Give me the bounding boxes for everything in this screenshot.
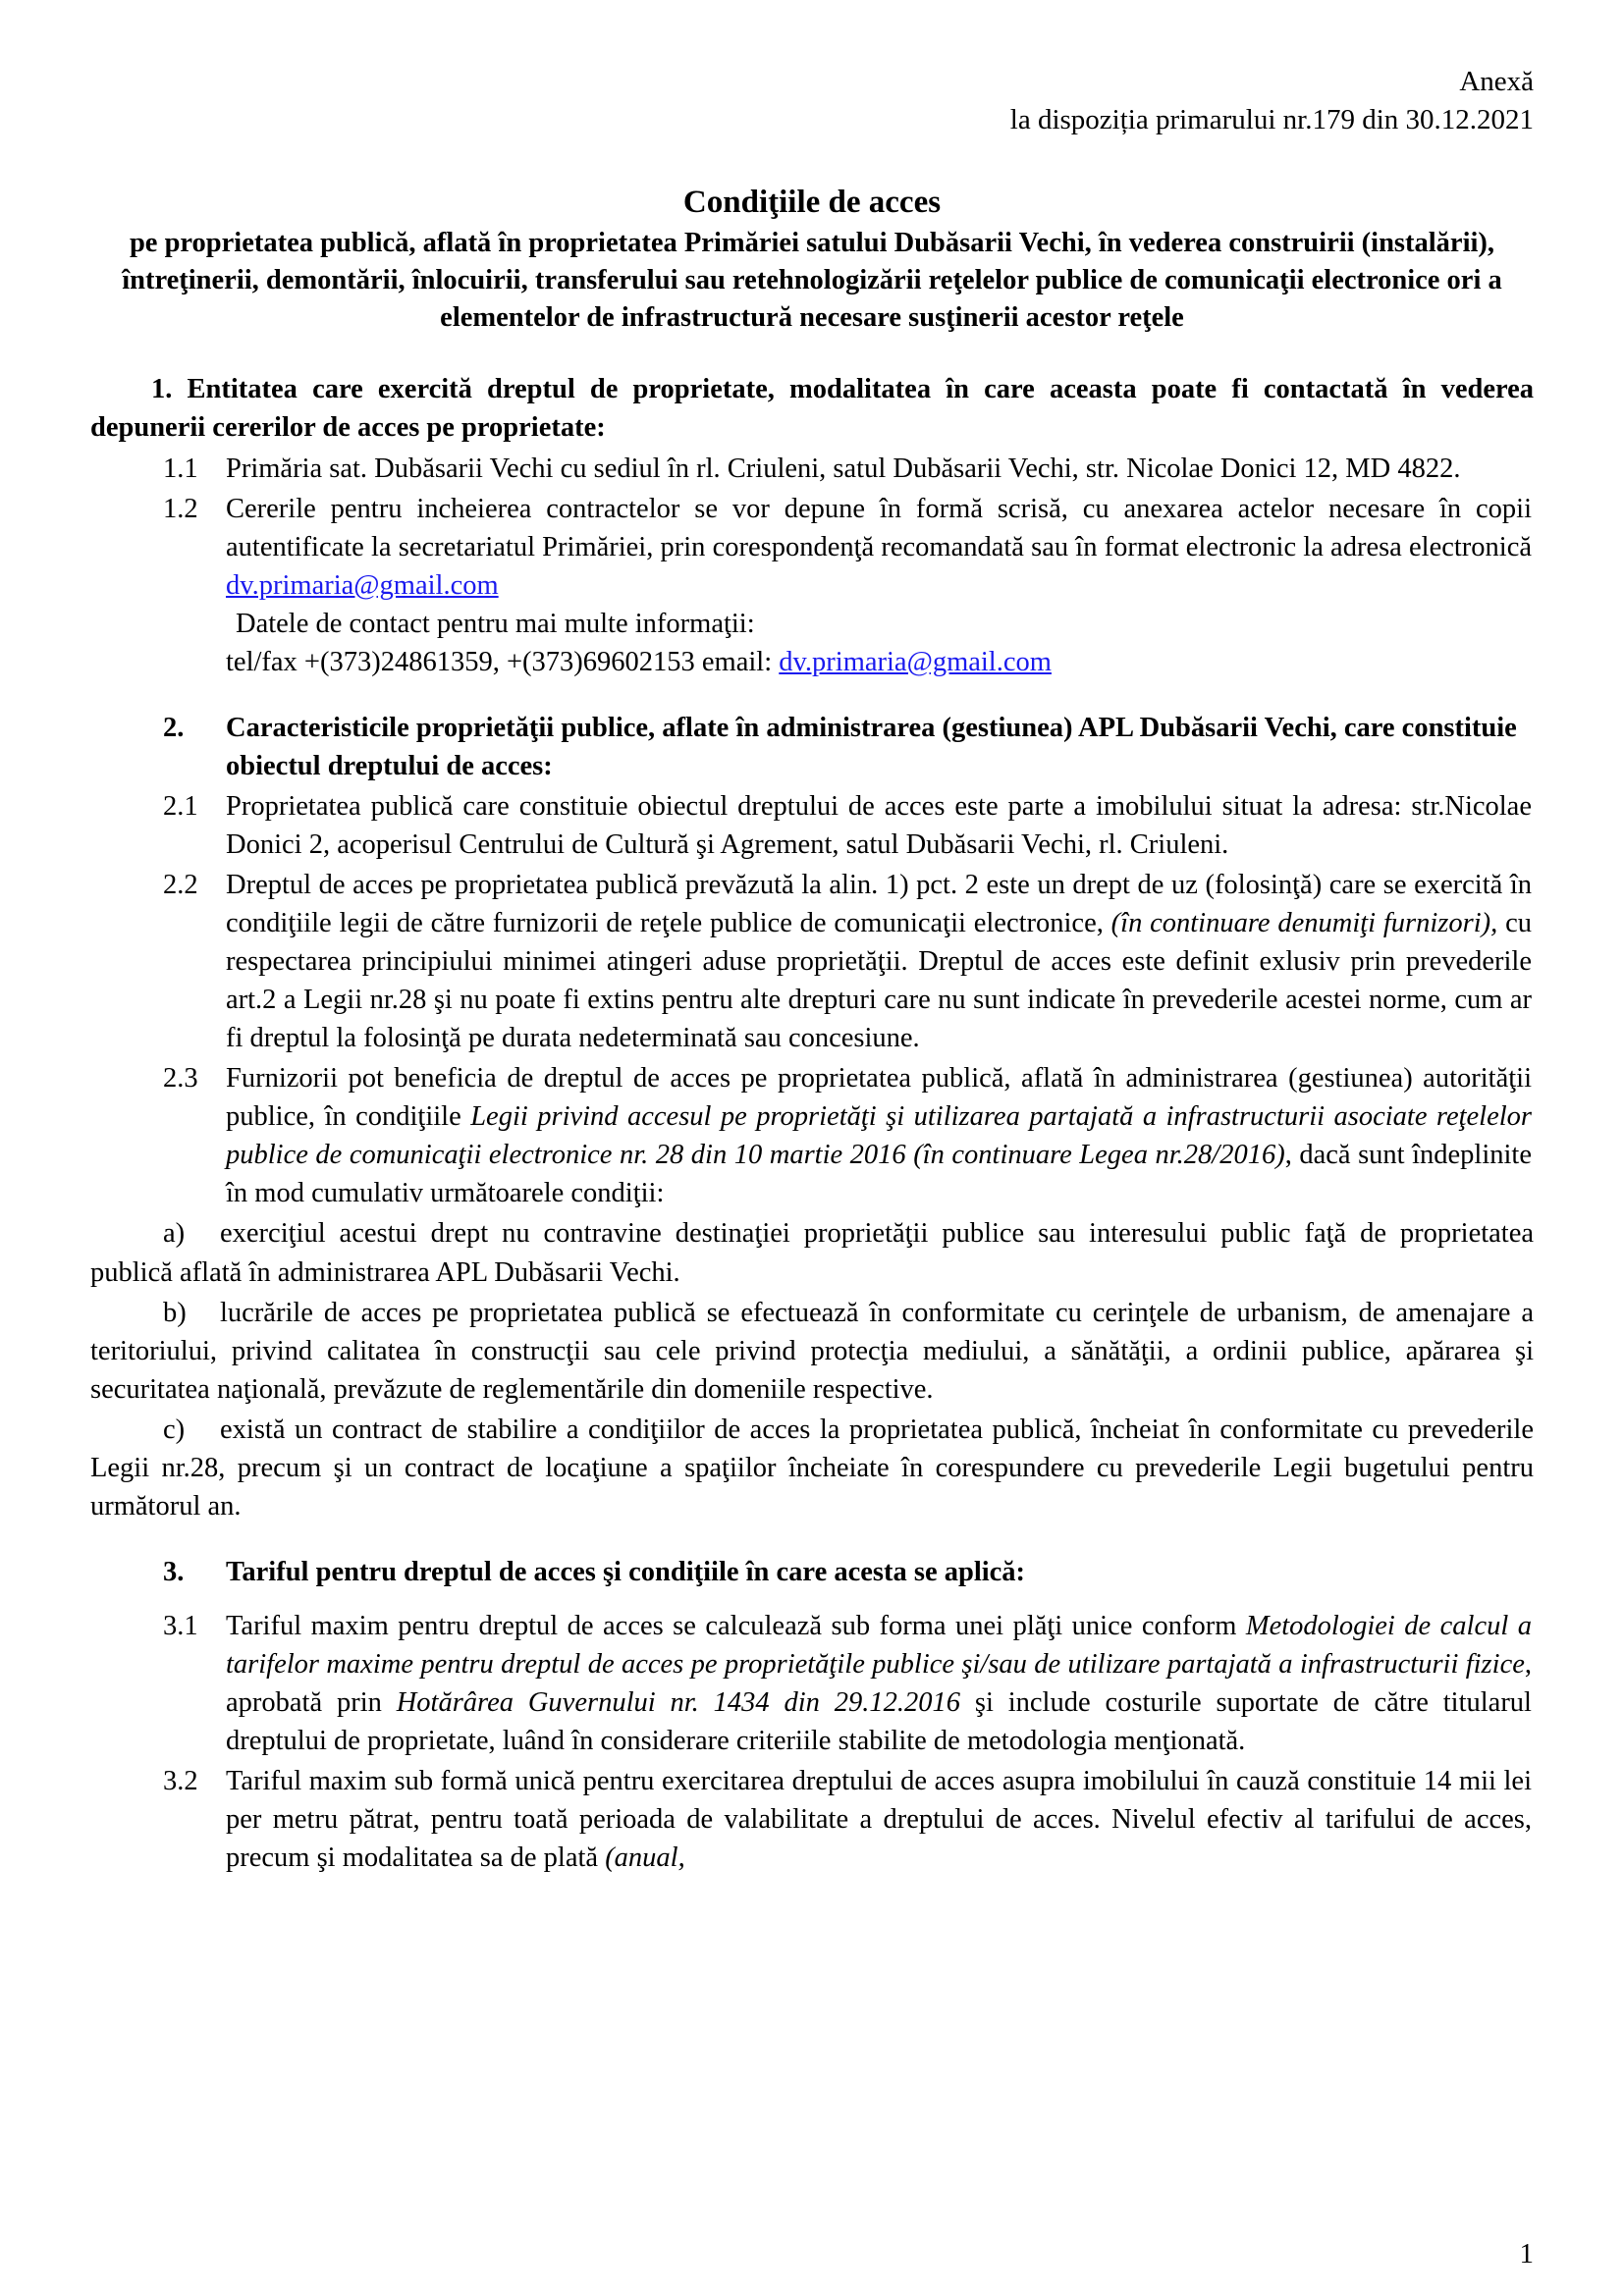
item-text-part: cu respectarea principiului minimei atingeri aduse proprietăţii. Dreptul de acces este definit exlusiv prin prevederile art.2 a Legii nr.28 şi nu poate fi extins pentru alte drepturi care nu sunt indicate în prevederile acestei norme, cum ar fi dreptul la folosinţă pe durata nedeterminată sau concesiune. xyxy=(226,908,1532,1054)
item-number: 2.2 xyxy=(163,870,198,901)
item-text-part: , dacă sunt îndeplinite în mod cumulativ următoarele condiţii: xyxy=(226,1140,1532,1209)
item-number: 3.2 xyxy=(163,1765,198,1796)
section-2-title: Caracteristicile proprietăţii publice, aflate în administrarea (gestiunea) APL Dubăsarii Vechi, care constituie obiectul dreptului de acces: xyxy=(226,713,1517,782)
list-item xyxy=(90,1214,1534,1291)
section-1-number: 1. xyxy=(151,374,173,405)
list-item xyxy=(90,787,1534,864)
item-text xyxy=(226,1607,1534,1760)
item-letter: a) xyxy=(163,1218,186,1250)
tel-fax-label: tel/fax +(373)24861359, +(373)69602153 email: xyxy=(226,647,780,678)
list-item xyxy=(90,1059,1534,1212)
annex-label: Anexă xyxy=(1459,66,1534,97)
section-1-heading xyxy=(90,371,1534,448)
item-text-part: Furnizorii pot beneficia de dreptul de acces pe proprietatea publică, aflată în administrarea (gestiunea) autorităţii publice, în condiţiile xyxy=(226,1063,1532,1133)
item-text-emphasis: Hotărârea Guvernului nr. 1434 din 29.12.2016 xyxy=(396,1686,961,1718)
item-letter: c) xyxy=(163,1414,186,1445)
item-text-part: şi include costurile suportate de către titularul dreptului de proprietate, luând în considerare criteriile stabilite de metodologia menţionată. xyxy=(226,1686,1532,1756)
list-item xyxy=(90,490,1534,681)
item-text-part: Tariful maxim pentru dreptul de acces se calculează sub forma unei plăţi unice conform xyxy=(226,1610,1246,1641)
section-2-heading xyxy=(90,709,1534,785)
item-number: 3.1 xyxy=(163,1610,198,1641)
list-item xyxy=(90,866,1534,1057)
item-text xyxy=(226,1059,1534,1212)
item-text xyxy=(226,1762,1534,1877)
section-2-number: 2. xyxy=(163,713,185,744)
item-letter: b) xyxy=(163,1297,187,1328)
item-text: Primăria sat. Dubăsarii Vechi cu sediul în rl. Criuleni, satul Dubăsarii Vechi, str. Nicolae Donici 12, MD 4822. xyxy=(226,453,1461,484)
item-text-part: Dreptul de acces pe proprietatea publică prevăzută la alin. 1) pct. 2 este un drept de uz (folosinţă) care se exercită în condiţiile legii de către furnizorii de reţele publice de comunicaţii electronice, xyxy=(226,870,1532,939)
section-3-title: Tariful pentru dreptul de acces şi condiţiile în care acesta se aplică: xyxy=(226,1556,1026,1587)
item-text-part: Tariful maxim sub formă unică pentru exercitarea dreptului de acces asupra imobilului în cauză constituie 14 mii lei per metru pătrat, pentru toată perioada de valabilitate a dreptului de acces. Nivelul efectiv al tarifului de acces, precum şi modalitatea sa de plată xyxy=(226,1765,1532,1873)
item-text-part: , aprobată prin xyxy=(226,1648,1532,1718)
item-text: Proprietatea publică care constituie obiectul dreptului de acces este parte a imobilului situat la adresa: str.Nicolae Donici 2, acoperisul Centrului de Cultură şi Agrement, satul Dubăsarii Vechi, rl. Criuleni. xyxy=(226,791,1532,861)
email-link[interactable]: dv.primaria@gmail.com xyxy=(779,647,1052,678)
page-title: Condiţiile de acces xyxy=(682,184,942,220)
page-subtitle: pe proprietatea publică, aflată în proprietatea Primăriei satului Dubăsarii Vechi, în vederea construirii (instalării), întreţinerii, demontării, înlocuirii, transferului sau retehnologizării reţelelor publice de comunicaţii electronice ori a elementelor de infrastructură necesare susţinerii acestor reţele xyxy=(122,227,1502,333)
item-number: 2.1 xyxy=(163,791,198,823)
item-text xyxy=(226,866,1534,1057)
item-text: lucrările de acces pe proprietatea publică se efectuează în conformitate cu cerinţele de urbanism, de amenajare a teritoriului, privind calitatea în construcţii sau cele privind protecţia mediului, a sănătăţii, a ordinii publice, apărarea şi securitatea naţională, prevăzute de reglementările din domeniile respective. xyxy=(90,1297,1534,1405)
item-text xyxy=(226,490,1534,681)
list-item xyxy=(90,450,1534,488)
item-number: 2.3 xyxy=(163,1063,198,1095)
annex-reference: la dispoziția primarului nr.179 din 30.12.2021 xyxy=(1009,103,1534,135)
item-text: există un contract de stabilire a condiţiilor de acces la proprietatea publică, încheiat în conformitate cu prevederile Legii nr.28, precum şi un contract de locaţiune a spaţiilor încheiate în corespundere cu prevederile Legii bugetului pentru următorul an. xyxy=(90,1414,1534,1522)
section-3-number: 3. xyxy=(163,1556,185,1587)
list-item xyxy=(90,1607,1534,1760)
item-text-part: Cererile pentru incheierea contractelor se vor depune în formă scrisă, cu anexarea actelor necesare în copii autentificate la secretariatul Primăriei, prin corespondenţă recomandată sau în format electronic la adresa electronică xyxy=(226,493,1532,562)
contact-info-label: Datele de contact pentru mai multe informaţii: xyxy=(236,609,755,640)
contact-phone-line xyxy=(226,643,1532,681)
item-number: 1.2 xyxy=(163,493,198,524)
item-text-emphasis: Legii privind accesul pe proprietăţi şi utilizarea partajată a infrastructurii asociate reţelelor publice de comunicaţii electronice nr. 28 din 10 martie 2016 (în continuare Legea nr.28/2016) xyxy=(226,1101,1532,1171)
list-item xyxy=(90,1762,1534,1877)
item-text: exerciţiul acestui drept nu contravine destinaţiei proprietăţii publice sau interesului public faţă de proprietatea publică aflată în administrarea APL Dubăsarii Vechi. xyxy=(90,1218,1534,1288)
item-number: 1.1 xyxy=(163,453,198,484)
list-item xyxy=(90,1294,1534,1409)
item-text-emphasis: (în continuare denumiţi furnizori), xyxy=(1110,908,1498,939)
document-header xyxy=(90,63,1534,139)
email-link[interactable]: dv.primaria@gmail.com xyxy=(226,569,499,601)
list-item xyxy=(90,1411,1534,1525)
item-text-emphasis: Metodologiei de calcul a tarifelor maxime pentru dreptul de acces pe proprietăţile publice şi/sau de utilizare partajată a infrastructurii fizice xyxy=(226,1610,1533,1680)
item-text-emphasis: (anual, xyxy=(605,1842,685,1873)
section-3-heading xyxy=(90,1553,1534,1591)
section-1-title: Entitatea care exercită dreptul de proprietate, modalitatea în care aceasta poate fi contactată în vederea depunerii cererilor de acces pe proprietate: xyxy=(90,374,1535,444)
page-number: 1 xyxy=(1519,2238,1534,2269)
